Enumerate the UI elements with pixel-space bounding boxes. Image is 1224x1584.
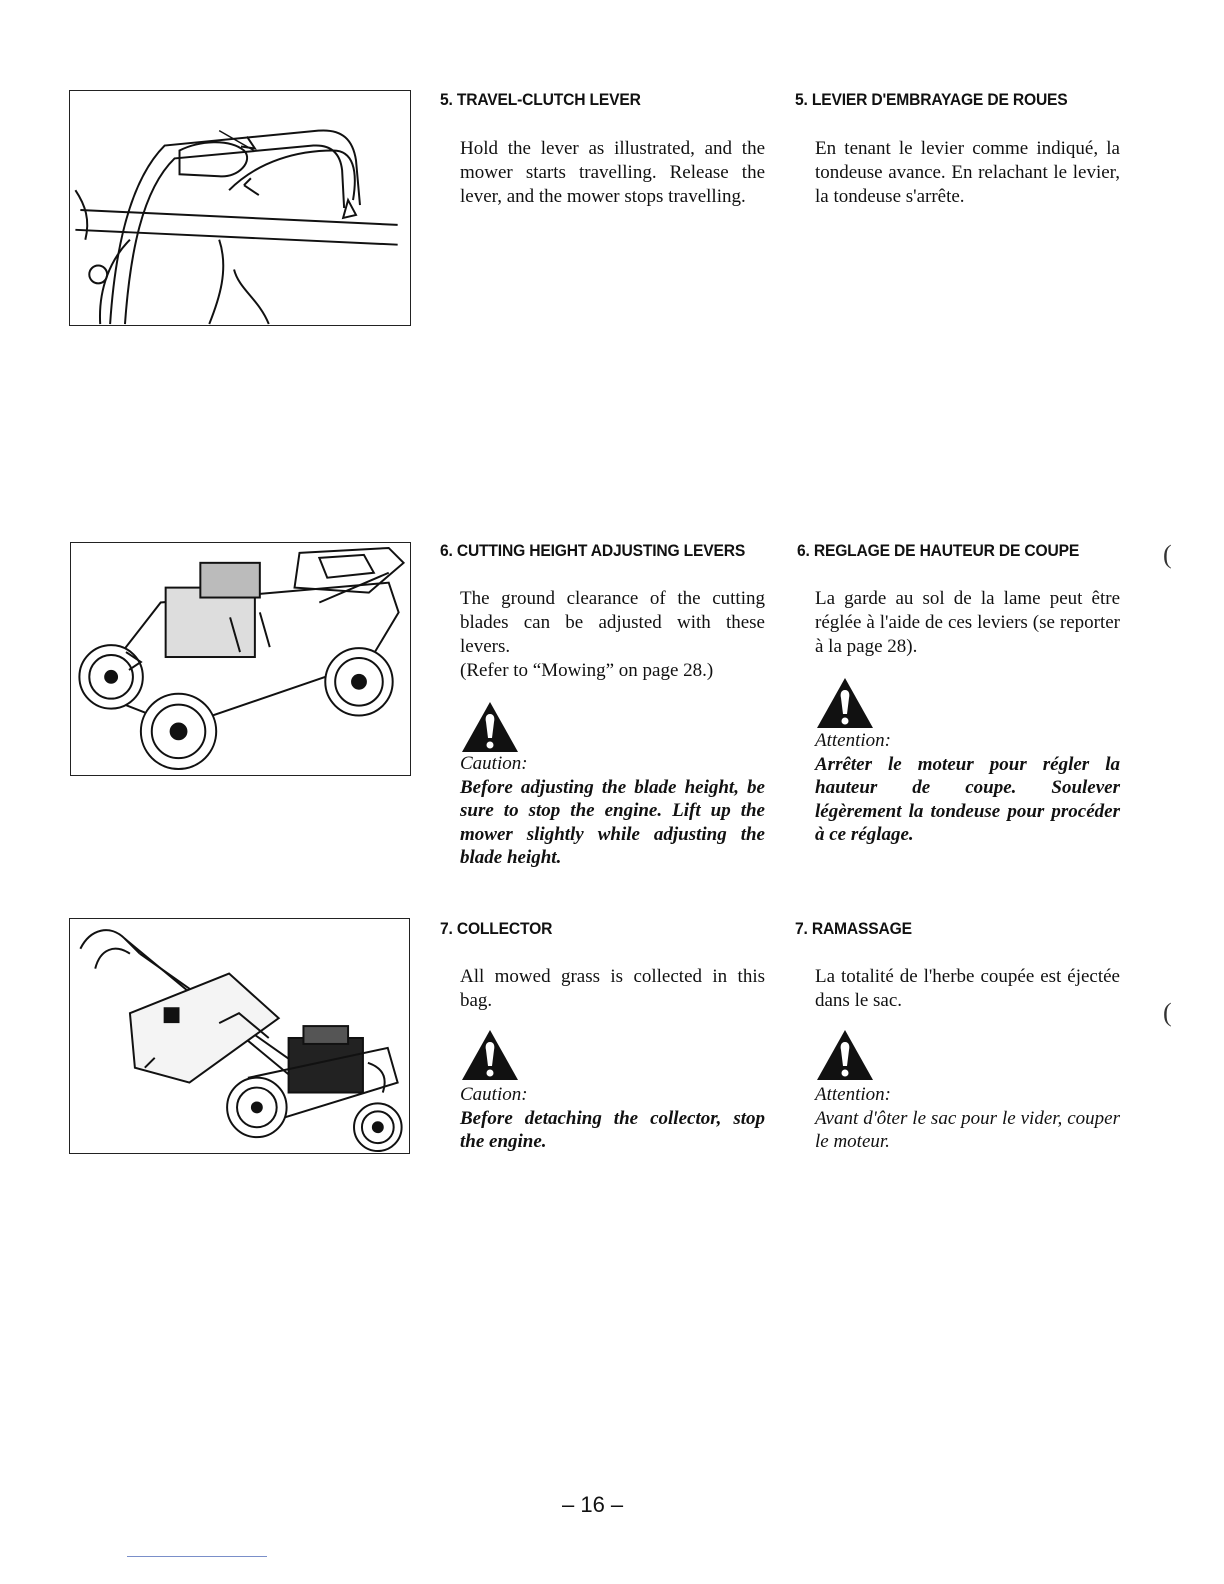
paragraph: En tenant le levier comme indiqué, la tondeuse avance. En relachant le levier, la tondeuse s'arrête. [815,138,1120,207]
caution-label: Attention: [815,730,891,751]
collector-bag-illustration [69,918,410,1154]
bottom-rule [127,1556,267,1557]
section-6-en-caution [460,752,765,870]
section-5-fr-body [815,137,1120,209]
warning-triangle-icon [460,1028,520,1082]
margin-mark: ( [1163,540,1172,569]
section-7-en-body [460,965,765,1013]
section-5-fr-heading: 5. LEVIER D'EMBRAYAGE DE ROUES [795,90,1068,109]
section-7-fr-body [815,965,1120,1013]
handle-lever-drawing [70,91,410,325]
section-6-fr-body [815,587,1120,659]
caution-text: Arrêter le moteur pour régler la hauteur de coupe. Soulever légèrement la tondeuse pour procéder à ce réglage. [815,753,1120,845]
caution-text: Avant d'ôter le sac pour le vider, couper le moteur. [815,1107,1120,1152]
page-number: – 16 – [562,1492,624,1517]
travel-clutch-lever-illustration [69,90,411,326]
cutting-height-lever-illustration [70,542,411,776]
paragraph: La garde au sol de la lame peut être réglée à l'aide de ces leviers (se reporter à la page 28). [815,588,1120,657]
mower-deck-drawing [71,543,410,775]
section-6-fr-caution [815,729,1120,847]
warning-triangle-icon [815,676,875,730]
warning-triangle-icon [460,700,520,754]
paragraph: The ground clearance of the cutting blades can be adjusted with these levers. [460,588,765,657]
margin-mark: ( [1163,998,1172,1027]
paragraph: Hold the lever as illustrated, and the mower starts travelling. Release the lever, and the mower stops travelling. [460,138,765,207]
warning-triangle-icon [815,1028,875,1082]
section-7-fr-caution [815,1083,1120,1154]
section-6-fr-heading: 6. REGLAGE DE HAUTEUR DE COUPE [797,541,1080,560]
section-6-en-body [460,587,765,683]
section-5-en-body [460,137,765,209]
section-7-en-heading: 7. COLLECTOR [440,919,553,938]
section-7-en-caution [460,1083,765,1154]
paragraph: La totalité de l'herbe coupée est éjectée dans le sac. [815,966,1120,1011]
caution-label: Caution: [460,753,528,774]
section-7-fr-heading: 7. RAMASSAGE [795,919,912,938]
paragraph: (Refer to “Mowing” on page 28.) [460,660,714,681]
paragraph: All mowed grass is collected in this bag. [460,966,765,1011]
section-5-en-heading: 5. TRAVEL-CLUTCH LEVER [440,90,641,109]
caution-label: Attention: [815,1084,891,1105]
mower-with-collector-drawing [70,919,409,1153]
caution-text: Before detaching the collector, stop the engine. [460,1107,765,1152]
section-6-en-heading: 6. CUTTING HEIGHT ADJUSTING LEVERS [440,541,746,560]
caution-text: Before adjusting the blade height, be sure to stop the engine. Lift up the mower slightly while adjusting the blade height. [460,776,765,868]
caution-label: Caution: [460,1084,528,1105]
